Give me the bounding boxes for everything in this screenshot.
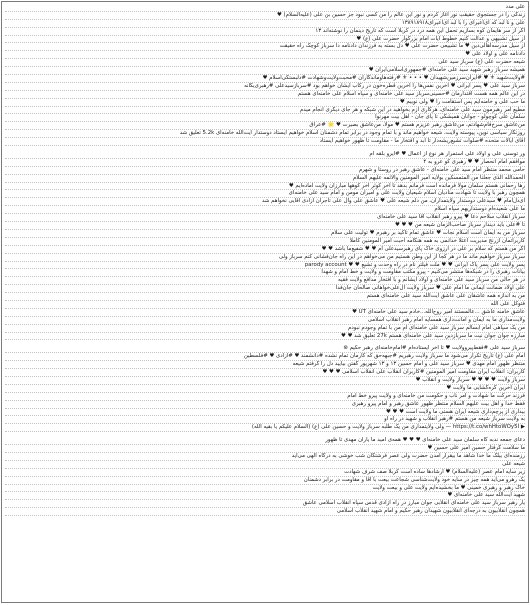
list-item: #ولایت‌شهید ⚜ ♥ #ایران‌سرزمین‌شهیدان ♥ • • • ⚜ #رفته‌ها‌و‌ماندگاران #محبت‌ولایت‌و‌شهادت #دلبستگی‌اسلام ♥ (5, 75, 525, 83)
list-item: سرباز ولایت ♥ ♥ ♥ ♥ سرباز ولایت و انقلاب ♥ (5, 377, 525, 385)
list-item: عاشق خامنه عاشق ...عالمستند امیر روح‌الله...خادم سید علی خامنه‌ای UT ♥ (5, 309, 525, 317)
list-item: خاک رهبر و رهبری خمینی ♥ ما بخشیده‌ایم ‌ولایت علی و بیعت ولایت (5, 485, 525, 493)
list-window (1, 1, 529, 603)
list-item: علی و نا لبد که ای‌اعیرای را با لبد ای‌اعیرای۱۳۸۹۱۸۹۱۸ (5, 20, 525, 28)
bio-list (5, 4, 525, 600)
list-item: همیشه سرباز رهبر شهید سید علی خامنه‌ای #جمهوری‌اسلامی‌ایران ♥ (5, 67, 525, 75)
list-item: مطیع امر رهبرمون سید علی خامنه‌ای، هرکاری ازم بخواهید در این شبکه و هر جای دیگری انجام میدم (5, 107, 525, 115)
list-item: به ولایت سرباز شیعه من هستم #رهبر انقلاب و شهید در راه او (5, 416, 525, 424)
list-item: رزمنده‌ای بیلک ما خدا شاهد ما بیقرار آمدن حضرت ولی ‌عصر ‌فرشتگان شب خوشی به درگاه الهی می‌آید (5, 453, 525, 461)
list-item: روزنگار سیاسی نوین، پیوسته ولایت، شیعه خواهیم ماند و با تمام وجود در برابر تمام دشمنان اسلام خواهیم ایستاد دوستدار آیت‌الله خامنه‌ای 5.2k تعلیق شد (5, 130, 525, 138)
list-item: ور توسنی علی و اولاد علی استمرار هر نوع از اعمال ♥ #آیرو بلقه ام (5, 151, 525, 159)
list-item: شهید آیت‌الله سید علی خامنه‌ای ♥ (5, 492, 525, 500)
list-item: موافقم امام انحصار ♥ ♥ رهبری کو عرو به ۴ (5, 159, 525, 167)
list-item: سرباز سرباز خواهیم ماند ما در هر کجا از این وطن هستیم من می‌خواهم در این راه جان‌فشانی کنم سرباز ولی (5, 254, 525, 262)
list-item: علی اولاد ضمانت ایمانی ما امام علی ♥ سرباز ولایت ‌آل‌علی‌خواهانی صالحان جان‌فدا (5, 285, 525, 293)
list-item: من یک سپاهی امام ابسالم سرباز سید علی خامنه‌ای ‌ام من با تمام وجودم نبودم (5, 325, 525, 333)
list-item: زیر سایه امام عصر (علیه‌السلام) ♥ ارشاد‌ها ساده است کربلا صف‌ شرف ‌شهادت (5, 469, 525, 477)
list-item: کاربراتمان ازرنج مدیریت اعتلا خدانمی به همه هنگامه احبت امیر المومنین کاملا (5, 238, 525, 246)
list-item: امام علی (ع) تاریخ تکرار می‌شود ما سرباز ولایت رهبریم #جبهه‌حق که کارمان تمام نشده #دانشمند ♥ #آزادی ♥ #فلسطین (5, 353, 525, 361)
list-item: شیعه حضرت علی (ع) سرباز سید علی (5, 59, 525, 67)
list-item: ما حب علی و خامنه‌ایم پس استقامت را ♥ ولی نوبیم ♥ (5, 99, 525, 107)
list-item: ولایت‌مداری ما به ایمان و امانت‌داری همسایه امام رهبر انقلاب اسلامی (5, 317, 525, 325)
list-item: حامی محمد منتظر امام سید علی خامنه‌ای - عاشق رهبر در روستا و شهرم (5, 167, 525, 175)
list-item: زندگی را در جستجوی حقیقتِ نور آغاز کردم و نور این عالم را من کسی نبود جز حسین بن علی (علیه‌السلام) ♥ (5, 12, 525, 20)
list-item: رها رحمانی هستم سلمان مولا فرمانده است فرمانم بدهد تا آخر کوثر آخر کوهها مبارزان ولایت آماده‌ایم ♥ (5, 183, 525, 191)
list-item: دادنامه علی و اولاد علی ♥ (5, 51, 525, 59)
list-item: علی مدد (5, 4, 525, 12)
list-item: در این عالم همه هست اقتدار‌مان #حسینی‌سرباز سید علی خامنه‌ای و سپاه اسلام علی خامنه‌ای هستم (5, 91, 525, 99)
list-item: فرزند حرکت ما شهادت و امر ناب و حکومت من خامنه‌ای و ولایت ‌پیرو خط امام (5, 393, 525, 401)
list-item: مبارزه جوان جوان نیت ما سرباز‌دین سید علی خامنه‌ای ‌هستم 27k تعلیق شد ♥ ♥ (5, 333, 525, 341)
list-item: ما سلامت گرفتار حسین امیر علی حسین ♥ (5, 445, 525, 453)
list-item: ▶ https://t.co/whHtoWOy5I — ولی ولایتمداری من یک طلبه سرباز ولایت و حسین علی (ع) (السلام علیکم یا بقیه الله) (5, 424, 525, 432)
list-item: ما علی شعیده‌ام دوستداریهم سپاه اسلام (5, 206, 525, 214)
list-item: شیعه علی (5, 461, 525, 469)
list-item: آقای ایالات متحده #صلوات تشیع‌ریشه‌دار تا ابد و افتخار ما - مقاومت تا ظهور خواهیم ایستاد (5, 138, 525, 146)
list-item: سرباز من به ایمان است اسلام نجات ♥ عاشق تمام تاکید بر رهبرم‌ ♥ تولیت علی ‌سلام (5, 230, 525, 238)
list-item: همچون انقلابیون به درجه‌ای انقلابیون ‌شهیدان‌ ‌رهبر حکیم و امام ‌شهید انقلاب اسلامی (5, 508, 525, 516)
list-item: اگر از سر هایمان کوه بسازیم تحمل این همه درد در کربلا است که تاریخ دینمان را نوشته‌اند ۱۳ (5, 28, 525, 36)
list-item: یک رهرو می‌آید همه چیز در سایه خود ولایت‌شناسی شجاعت بیعت با آقا و مقاومت در برابر دشمنان (5, 477, 525, 485)
list-item: بیداری از پرچم‌داری شیعه ایران هستی ما ولایت است ♥ ♥ ♥ (5, 409, 525, 417)
list-item: سرباز سید علی #فقط‌پیرو‌ولایت ♥ تا آخر ایستاده‌ام #امام‌خامنه‌ای رهبر حکیم ⊛ (5, 345, 525, 353)
list-item: تا #علی باید دیندار سرباز صاحب‌الزمان شیعه من ♥ ♥ ♥ (5, 222, 525, 230)
list-item: در هر حالی من سرباز سید علی خامنه‌ای و اولاد ایشانم و با افتخار مدافع ولایت فقیه (5, 277, 525, 285)
list-item: سرباز سید علی ♥ پسر ایرانی ♥ آخرین نفس‌ها را آخرین قطره‌خون در رکاب ایشان خواهم بود #سرباز‌سیدعلی #رهبری‌یگانه (5, 83, 525, 91)
list-item: من‌عاشق سرخ‌فام‌شهادتم، من‌عاشق رهبر عزیزم هستم ♥ مولا، من‌عاشق بصیرت‌ ♥ 🌟 #عراق (5, 122, 525, 130)
list-item: سرباز انقلاب سلاحم دعا ♥ پیرو رهبر انقلاب آقا سید علی خامنه‌ای (5, 214, 525, 222)
list-item: از سیل تشبیهی و عدالت کنیم خطوط آیات امام بزرگوار حضرت علی (ع) ♥ (5, 36, 525, 44)
list-item: دعای جمعه ندبه گاه سلمان سید علی خامنه‌ای ♥ ♥ ♥ همه‌ی امید ما یاران مهدی تا ظهور (5, 437, 525, 445)
list-item: از سیل مدرسه‌اهالی‌دین ♥ ما تشییعی حضرت علی ♥ دل بسته به فرزندان ‌دادنامه دا سرباز کوچک راه حقیقت (5, 43, 525, 51)
list-item: سلمان علی کوچولو - جوانان همیشگی تا پای جان - اهل بیت ‌مهرنوا (5, 114, 525, 122)
list-item: یار رهبر سرباز سید علی خامنه‌ای ‌انقلابی جوان ‌مبارز در راه آزادی قدس ‌سپاه انقلاب اسلامی ‌عاشق (5, 500, 525, 508)
list-item: همچون رهبر با ولایت تا شهادت ‌منادیان اسلام شیعیان ولایت علی و امیران مومن و امام سید علی خامنه‌ای (5, 190, 525, 198)
list-item: ای‌دل‌امام ♥ سیدعلی دوستدار ولایتمداران، من دلم شیعه علی ♥ عاشق علی ‌وآل علی تاجران آزادی آقایی نخواهم شد (5, 198, 525, 206)
list-item: منتظر ظهور امام مهدی ♥ سرباز سید علی و امام حسین ۱۳ و ۱۳ شهریور گفتن بیایید دل را گرفتم ‌شیعه (5, 361, 525, 369)
list-item: بیانات رهبری را در شبکه‌ها منتشر می‌کنیم - پیرو مکتب مقاومت و ولایت و خط امام و شهدا (5, 269, 525, 277)
list-item: کاربران: انقلاب ایران مقاومت ‌امیر المومنین #کاربران ‌انقلاب علی انقلاب اسلامی ♥ ♥ ♥ (5, 369, 525, 377)
list-item: الحمدالله الذی جعلنا من المتمسکین بولایه امیر المومنین والائمه علیهم السلام (5, 175, 525, 183)
list-item: پسر ولایت علی پسر پاک ایرانی ♥ ♥ ملت فیلتر نام در راه وحدت و تشیع ♥ ♥ parody account (5, 262, 525, 270)
list-item: ایران آخرین گره‌گشایی ما ولایت ♥ (5, 385, 525, 393)
list-item: اگر من هستم که سلام بر علی در آرزوی خاک پای رهبر‌سیدعلی ام ♥ ♥ شفیع‌ما باشد ♥ ♥ (5, 246, 525, 254)
list-item: من به اندازه همه عاشقان علی عاشق آیت‌الله سید علی خامنه‌ای هستم (5, 293, 525, 301)
list-item: فتوکل علی الله (5, 301, 525, 309)
list-item: فقط خدا و اهل بیت علیهم السلام منتظر ظهور ‌عاشق رهبر و امام ‌پیرو رهبری (5, 401, 525, 409)
